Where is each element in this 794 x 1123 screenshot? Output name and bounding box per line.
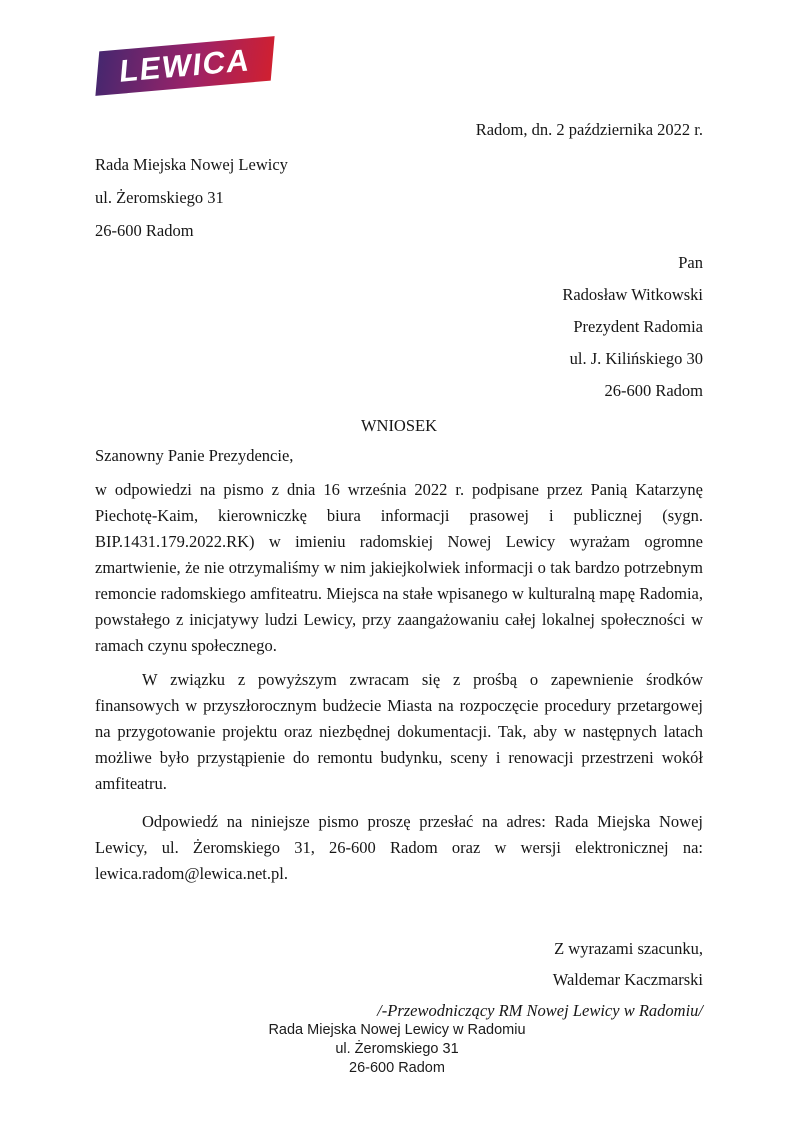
recipient-line: ul. J. Kilińskiego 30: [569, 349, 703, 368]
letter-content: [95, 0, 703, 1026]
body-paragraph: W związku z powyższym zwracam się z prośbą o zapewnienie środków finansowych w przyszłorocznym budżecie Miasta na rozpoczęcie procedury przetargowej na przygotowanie projektu oraz niezbędnej dokumentacji. Tak, aby w następnych latach możliwe było przystąpienie do remontu budynku, sceny i renowacji przestrzeni wokół amfiteatru.: [95, 670, 703, 793]
lewica-logo-text: LEWICA: [118, 41, 253, 89]
recipient-line: Prezydent Radomia: [573, 317, 703, 336]
page-footer: [0, 1021, 794, 1078]
salutation: Szanowny Panie Prezydencie,: [95, 446, 294, 465]
sender-line: Rada Miejska Nowej Lewicy: [95, 155, 288, 174]
lewica-logo-banner: [95, 36, 274, 96]
recipient-block: [95, 247, 703, 407]
body-paragraph: Odpowiedź na niniejsze pismo proszę przesłać na adres: Rada Miejska Nowej Lewicy, ul. Żeromskiego 31, 26-600 Radom oraz w wersji elektronicznej na: lewica.radom@lewica.net.pl.: [95, 812, 703, 883]
recipient-line: 26-600 Radom: [604, 381, 703, 400]
signature-block: [95, 933, 703, 1026]
sender-line: ul. Żeromskiego 31: [95, 188, 224, 207]
sender-line: 26-600 Radom: [95, 221, 194, 240]
signature-name: Waldemar Kaczmarski: [552, 970, 703, 989]
footer-line: Rada Miejska Nowej Lewicy w Radomiu: [268, 1022, 526, 1038]
footer-line: ul. Żeromskiego 31: [335, 1041, 459, 1057]
signature-role: /-Przewodniczący RM Nowej Lewicy w Radomiu/: [377, 1001, 703, 1020]
signature-closing: Z wyrazami szacunku,: [554, 939, 703, 958]
date-line: Radom, dn. 2 października 2022 r.: [475, 120, 703, 139]
letter-title: WNIOSEK: [360, 416, 438, 435]
body-paragraph: w odpowiedzi na pismo z dnia 16 września 2022 r. podpisane przez Panią Katarzynę Piechotę-Kaim, kierowniczkę biura informacji prasowej i publicznej (sygn. BIP.1431.179.2022.RK) w imieniu radomskiej Nowej Lewicy wyrażam ogromne zmartwienie, że nie otrzymaliśmy w nim jakiejkolwiek informacji o tak bardzo potrzebnym remoncie radomskiego amfiteatru. Miejsca na stałe wpisanego w kulturalną mapę Radomia, powstałego z inicjatywy ludzi Lewicy, przy zaangażowaniu całej lokalnej społeczności w ramach czynu społecznego.: [95, 480, 703, 655]
recipient-line: Pan: [678, 253, 703, 272]
recipient-line: Radosław Witkowski: [562, 285, 703, 304]
sender-block: [95, 148, 703, 247]
footer-line: 26-600 Radom: [349, 1060, 445, 1076]
lewica-logo: [91, 41, 291, 110]
